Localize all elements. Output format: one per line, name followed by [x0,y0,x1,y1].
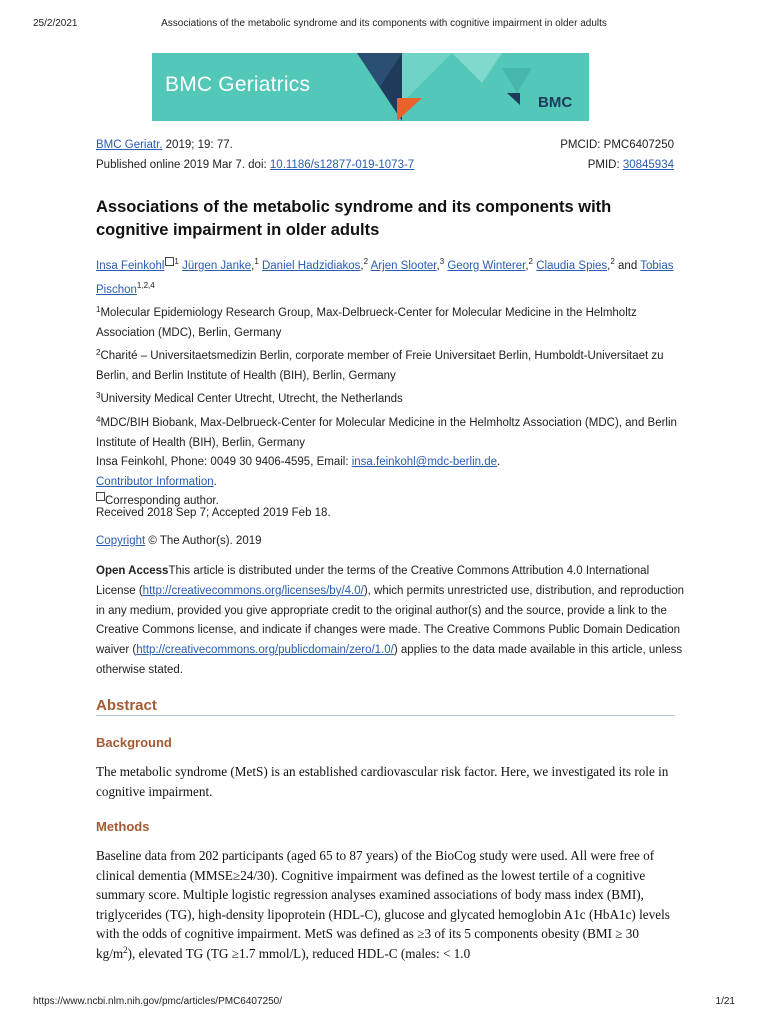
methods-text [96,846,676,963]
author-link[interactable]: Insa Feinkohl [96,260,165,272]
bmc-logo-mark [507,93,520,105]
author-sup: 1,2,4 [136,281,155,290]
affiliation [96,343,686,386]
author-link[interactable]: Arjen Slooter [370,260,437,272]
license-text: ) applies to the data made available in this article, unless otherwise stated. [96,644,683,676]
print-doc-title: Associations of the metabolic syndrome and its components with cognitive impairment in older adults [161,18,607,29]
background-text: The metabolic syndrome (MetS) is an established cardiovascular risk factor. Here, we investigated its role in cognitive impairment. [96,764,669,799]
article-title: Associations of the metabolic syndrome and its components with cognitive impairment in older adults [96,198,612,239]
pmid [588,156,674,174]
affiliation-text: Charité – Universitaetsmedizin Berlin, corporate member of Freie Universitaet Berlin, Humboldt-Universitaet zu Berlin, and Berlin Institute of Health (BIH), Berlin, Germany [96,350,664,382]
copyright-text: © The Author(s). 2019 [145,535,262,547]
methods-sup: 2 [123,944,128,955]
received-accepted-dates: Received 2018 Sep 7; Accepted 2019 Feb 18. [96,507,331,519]
affiliation-num: 3 [96,391,101,401]
banner-light-shape-2 [452,53,502,83]
methods-heading: Methods [96,819,150,834]
doi-link[interactable]: 10.1186/s12877-019-1073-7 [269,159,415,171]
email-link[interactable]: insa.feinkohl@mdc-berlin.de [351,456,498,469]
pmid-link[interactable]: 30845934 [622,159,674,171]
copyright-link[interactable]: Copyright [96,535,146,547]
author-link[interactable]: Georg Winterer [447,260,526,272]
license-text: ), which permits unrestricted use, distribution, and reproduction in any medium, provided you give appropriate credit to the original author(s) and the source, provide a link to the Creative Commons license, and indicate if changes were made. The Creative Commons Public Domain Dedication waiver ( [96,584,685,657]
author-link[interactable]: Daniel Hadzidiakos [261,260,361,272]
affiliation-text: Molecular Epidemiology Research Group, Max-Delbrueck-Center for Molecular Medicine in the Helmholtz Association (MDC), Berlin, Germany [96,307,637,339]
cc-zero-link[interactable]: http://creativecommons.org/publicdomain/zero/1.0/ [136,644,394,657]
open-access-label: Open Access [96,565,169,577]
author-link[interactable]: Claudia Spies [536,260,608,272]
journal-link[interactable]: BMC Geriatr. [96,139,163,151]
author-sup: 2 [528,257,533,266]
author-sup: 1 [254,257,259,266]
published-line [96,156,676,174]
copyright-line [96,535,262,547]
citation-line [96,136,676,154]
license-paragraph [96,562,686,681]
background-heading: Background [96,735,172,750]
email-icon [96,492,105,501]
license-text: This article is distributed under the terms of the Creative Commons Attribution 4.0 International License ( [96,565,650,597]
print-header [0,18,768,32]
affiliation [96,386,686,410]
contact-text: Insa Feinkohl, Phone: 0049 30 9406-4595, Email: [96,456,352,469]
author-sup: 2 [610,257,615,266]
abstract-heading: Abstract [96,697,675,716]
published-text: Published online 2019 Mar 7. doi: [96,159,270,171]
author-sup: 2 [363,257,369,266]
publisher-logo-text: BMC [538,94,573,111]
banner-teal-shape [502,68,532,93]
affiliations [96,300,686,512]
banner-light-shape [402,53,452,103]
author-link[interactable]: Jürgen Janke [182,260,252,272]
author-link[interactable]: Tobias Pischon [96,260,674,296]
affiliation-text: MDC/BIH Biobank, Max-Delbrueck-Center for Molecular Medicine in the Helmholtz Association (MDC), and Berlin Institute of Health (BIH), Berlin, Germany [96,416,677,449]
and-word: and [618,260,638,272]
affiliation-num: 1 [96,305,101,314]
pmcid: PMCID: PMC6407250 [560,139,674,151]
affiliation [96,410,686,453]
author-sup: 3 [439,257,445,266]
contact-line: Insa Feinkohl, Phone: 0049 30 9406-4595, Email: insa.feinkohl@mdc-berlin.de. [96,456,501,469]
affiliation [96,300,686,343]
author-list: Insa Feinkohl $^1$ Jürgen Janke,$^1$ Daniel Hadzidiakos,$^2$ Arjen Slooter,$^3$ Georg Winterer,$^2$ Claudia Spies,$^2$ and Tobias Pischon$^{1,2,4}$ [96,257,674,296]
affiliation-num: 2 [96,348,101,358]
affiliation-text: University Medical Center Utrecht, Utrecht, the Netherlands [100,393,403,406]
contributor-info-link[interactable]: Contributor Information [96,475,214,488]
page-number: 1/21 [715,996,735,1007]
author-sup: 1 [174,257,179,266]
print-url: https://www.ncbi.nlm.nih.gov/pmc/articles/PMC6407250/ [33,996,282,1007]
corresponding-note: Corresponding author. [105,495,219,508]
cc-by-link[interactable]: http://creativecommons.org/licenses/by/4.0/ [142,584,364,597]
methods-text-part: ), elevated TG (TG ≥1.7 mmol/L), reduced HDL-C (males: < 1.0 [127,945,471,961]
contributor-line: Contributor Information. [96,475,217,488]
journal-banner[interactable] [152,53,589,121]
affiliation-num: 4 [96,414,101,424]
methods-text-part: Baseline data from 202 participants (aged 65 to 87 years) of the BioCog study were used. All were free of clinical dementia (MMSE≥24/30). Cognitive impairment was defined as the lowest tertile of a cognitive summary score. Multiple logistic regression analyses examined associations of body mass index (BMI), triglycerides (TG), high-density lipoprotein (HDL-C), glucose and glycated hemoglobin A1c (HbA1c) levels with the odds of cognitive impairment. MetS was defined as ≥3 of its 5 components obesity (BMI ≥ 30 kg/m [96,848,670,961]
volume-text: 2019; 19: 77. [162,139,233,151]
print-date: 25/2/2021 [33,18,78,29]
pmid-label: PMID: [587,159,623,171]
journal-name: BMC Geriatrics [165,73,311,96]
